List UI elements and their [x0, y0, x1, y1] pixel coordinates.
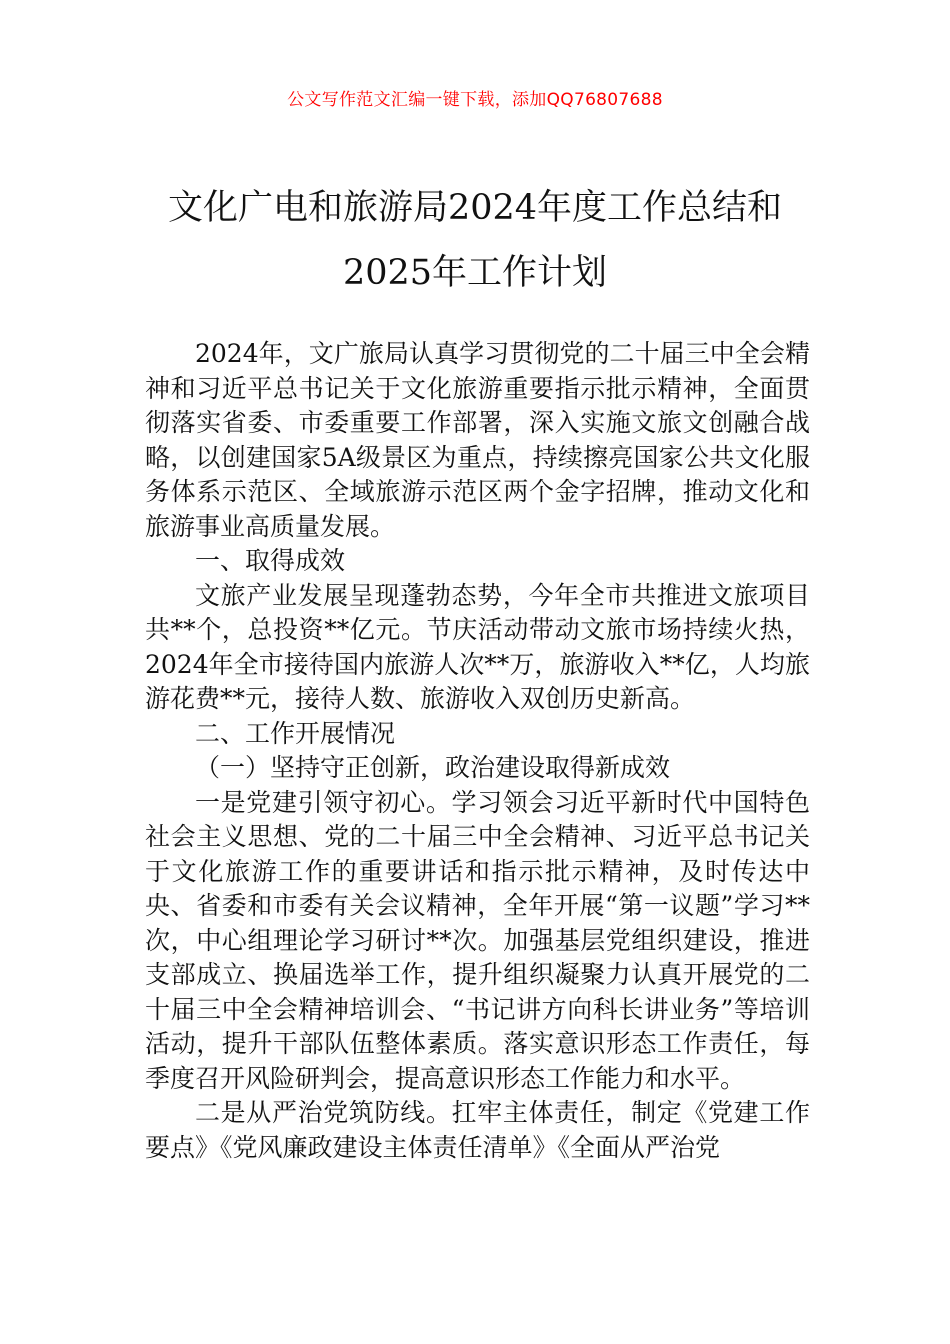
- document-title-line-1: 文化广电和旅游局2024年度工作总结和: [167, 188, 783, 228]
- section-heading-work-progress: 二、工作开展情况: [195, 718, 396, 748]
- subsection-heading-political-construction: （一）坚持守正创新，政治建设取得新成效: [195, 753, 671, 782]
- document-title-line-2: 2025年工作计划: [342, 253, 608, 293]
- document-body: [145, 337, 810, 1165]
- download-promo-note[interactable]: 公文写作范文汇编一键下载，添加QQ76807688: [287, 90, 663, 110]
- strict-governance-paragraph: 二是从严治党筑防线。扛牢主体责任，制定《党建工作要点》《党风廉政建设主体责任清单》《全面从严治党: [145, 1098, 810, 1162]
- intro-paragraph: 2024年，文广旅局认真学习贯彻党的二十届三中全会精神和习近平总书记关于文化旅游重要指示批示精神，全面贯彻落实省委、市委重要工作部署，深入实施文旅文创融合战略，以创建国家5A级景区为重点，持续擦亮国家公共文化服务体系示范区、全域旅游示范区两个金字招牌，推动文化和旅游事业高质量发展。: [145, 339, 810, 541]
- section-heading-achievements: 一、取得成效: [195, 546, 346, 575]
- party-building-paragraph: 一是党建引领守初心。学习领会习近平新时代中国特色社会主义思想、党的二十届三中全会精神、习近平总书记关于文化旅游工作的重要讲话和指示批示精神，及时传达中央、省委和市委有关会议精神，全年开展“第一议题”学习**次，中心组理论学习研讨**次。加强基层党组织建设，推进支部成立、换届选举工作，提升组织凝聚力认真开展党的二十届三中全会精神培训会、“书记讲方向科长讲业务”等培训活动，提升干部队伍整体素质。落实意识形态工作责任，每季度召开风险研判会，提高意识形态工作能力和水平。: [145, 787, 810, 1093]
- achievements-paragraph: 文旅产业发展呈现蓬勃态势，今年全市共推进文旅项目共**个，总投资**亿元。节庆活动带动文旅市场持续火热，2024年全市接待国内旅游人次**万，旅游收入**亿，人均旅游花费**元，接待人数、旅游收入双创历史新高。: [145, 580, 810, 713]
